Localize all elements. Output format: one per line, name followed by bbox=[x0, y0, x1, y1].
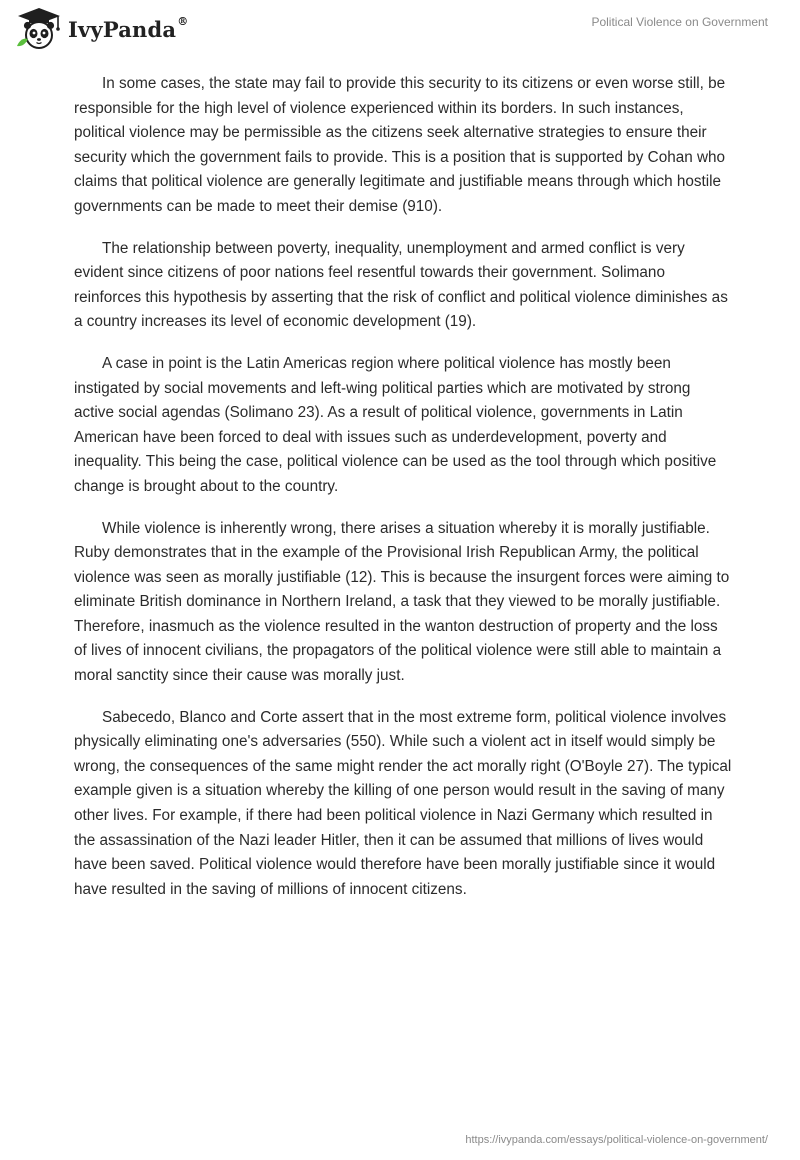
paragraph: The relationship between poverty, inequality, unemployment and armed conflict is very evident since citizens of poor nations feel resentful towards their government. Solimano reinforces this hypothesis by asserting that the risk of conflict and political violence diminishes as a country increases its level of economic development (19). bbox=[74, 239, 728, 331]
source-url[interactable]: https://ivypanda.com/essays/political-violence-on-government/ bbox=[465, 1134, 768, 1146]
ivypanda-logo[interactable] bbox=[14, 6, 188, 52]
page-header bbox=[0, 0, 800, 60]
brand-name: IvyPanda® bbox=[68, 14, 189, 42]
essay-body bbox=[74, 72, 734, 919]
panda-graduate-icon bbox=[14, 6, 64, 52]
document-title: Political Violence on Government bbox=[591, 15, 768, 29]
paragraph: Sabecedo, Blanco and Corte assert that in the most extreme form, political violence involves physically eliminating one's adversaries (550). While such a violent act in itself would simply be wrong, the consequences of the same might render the act morally right (O'Boyle 27). The typical example given is a situation whereby the killing of one person would result in the saving of many other lives. For example, if there had been political violence in Nazi Germany which resulted in the assassination of the Nazi leader Hitler, then it can be assumed that millions of lives would have been saved. Political violence would therefore have been morally justifiable since it would have resulted in the saving of millions of innocent citizens. bbox=[74, 708, 732, 898]
paragraph: While violence is inherently wrong, there arises a situation whereby it is morally justifiable. Ruby demonstrates that in the example of the Provisional Irish Republican Army, the political violence was seen as morally justifiable (12). This is because the insurgent forces were aiming to eliminate British dominance in Northern Ireland, a task that they viewed to be morally justifiable. Therefore, inasmuch as the violence resulted in the wanton destruction of property and the loss of lives of innocent civilians, the propagators of the political violence were still able to maintain a moral sanctity since their cause was morally just. bbox=[74, 519, 730, 685]
paragraph: A case in point is the Latin Americas region where political violence has mostly been instigated by social movements and left-wing political parties which are motivated by strong active social agendas (Solimano 23). As a result of political violence, governments in Latin American have been forced to deal with issues such as underdevelopment, poverty and inequality. This being the case, political violence can be used as the tool through which positive change is brought about to the country. bbox=[74, 354, 717, 495]
paragraph: In some cases, the state may fail to provide this security to its citizens or even worse still, be responsible for the high level of violence experienced within its borders. In such instances, political violence may be permissible as the citizens seek alternative strategies to ensure their security which the government fails to provide. This is a position that is supported by Cohan who claims that political violence are generally legitimate and justifiable means through which hostile governments can be made to meet their demise (910). bbox=[74, 75, 726, 215]
registered-mark: ® bbox=[177, 14, 189, 28]
